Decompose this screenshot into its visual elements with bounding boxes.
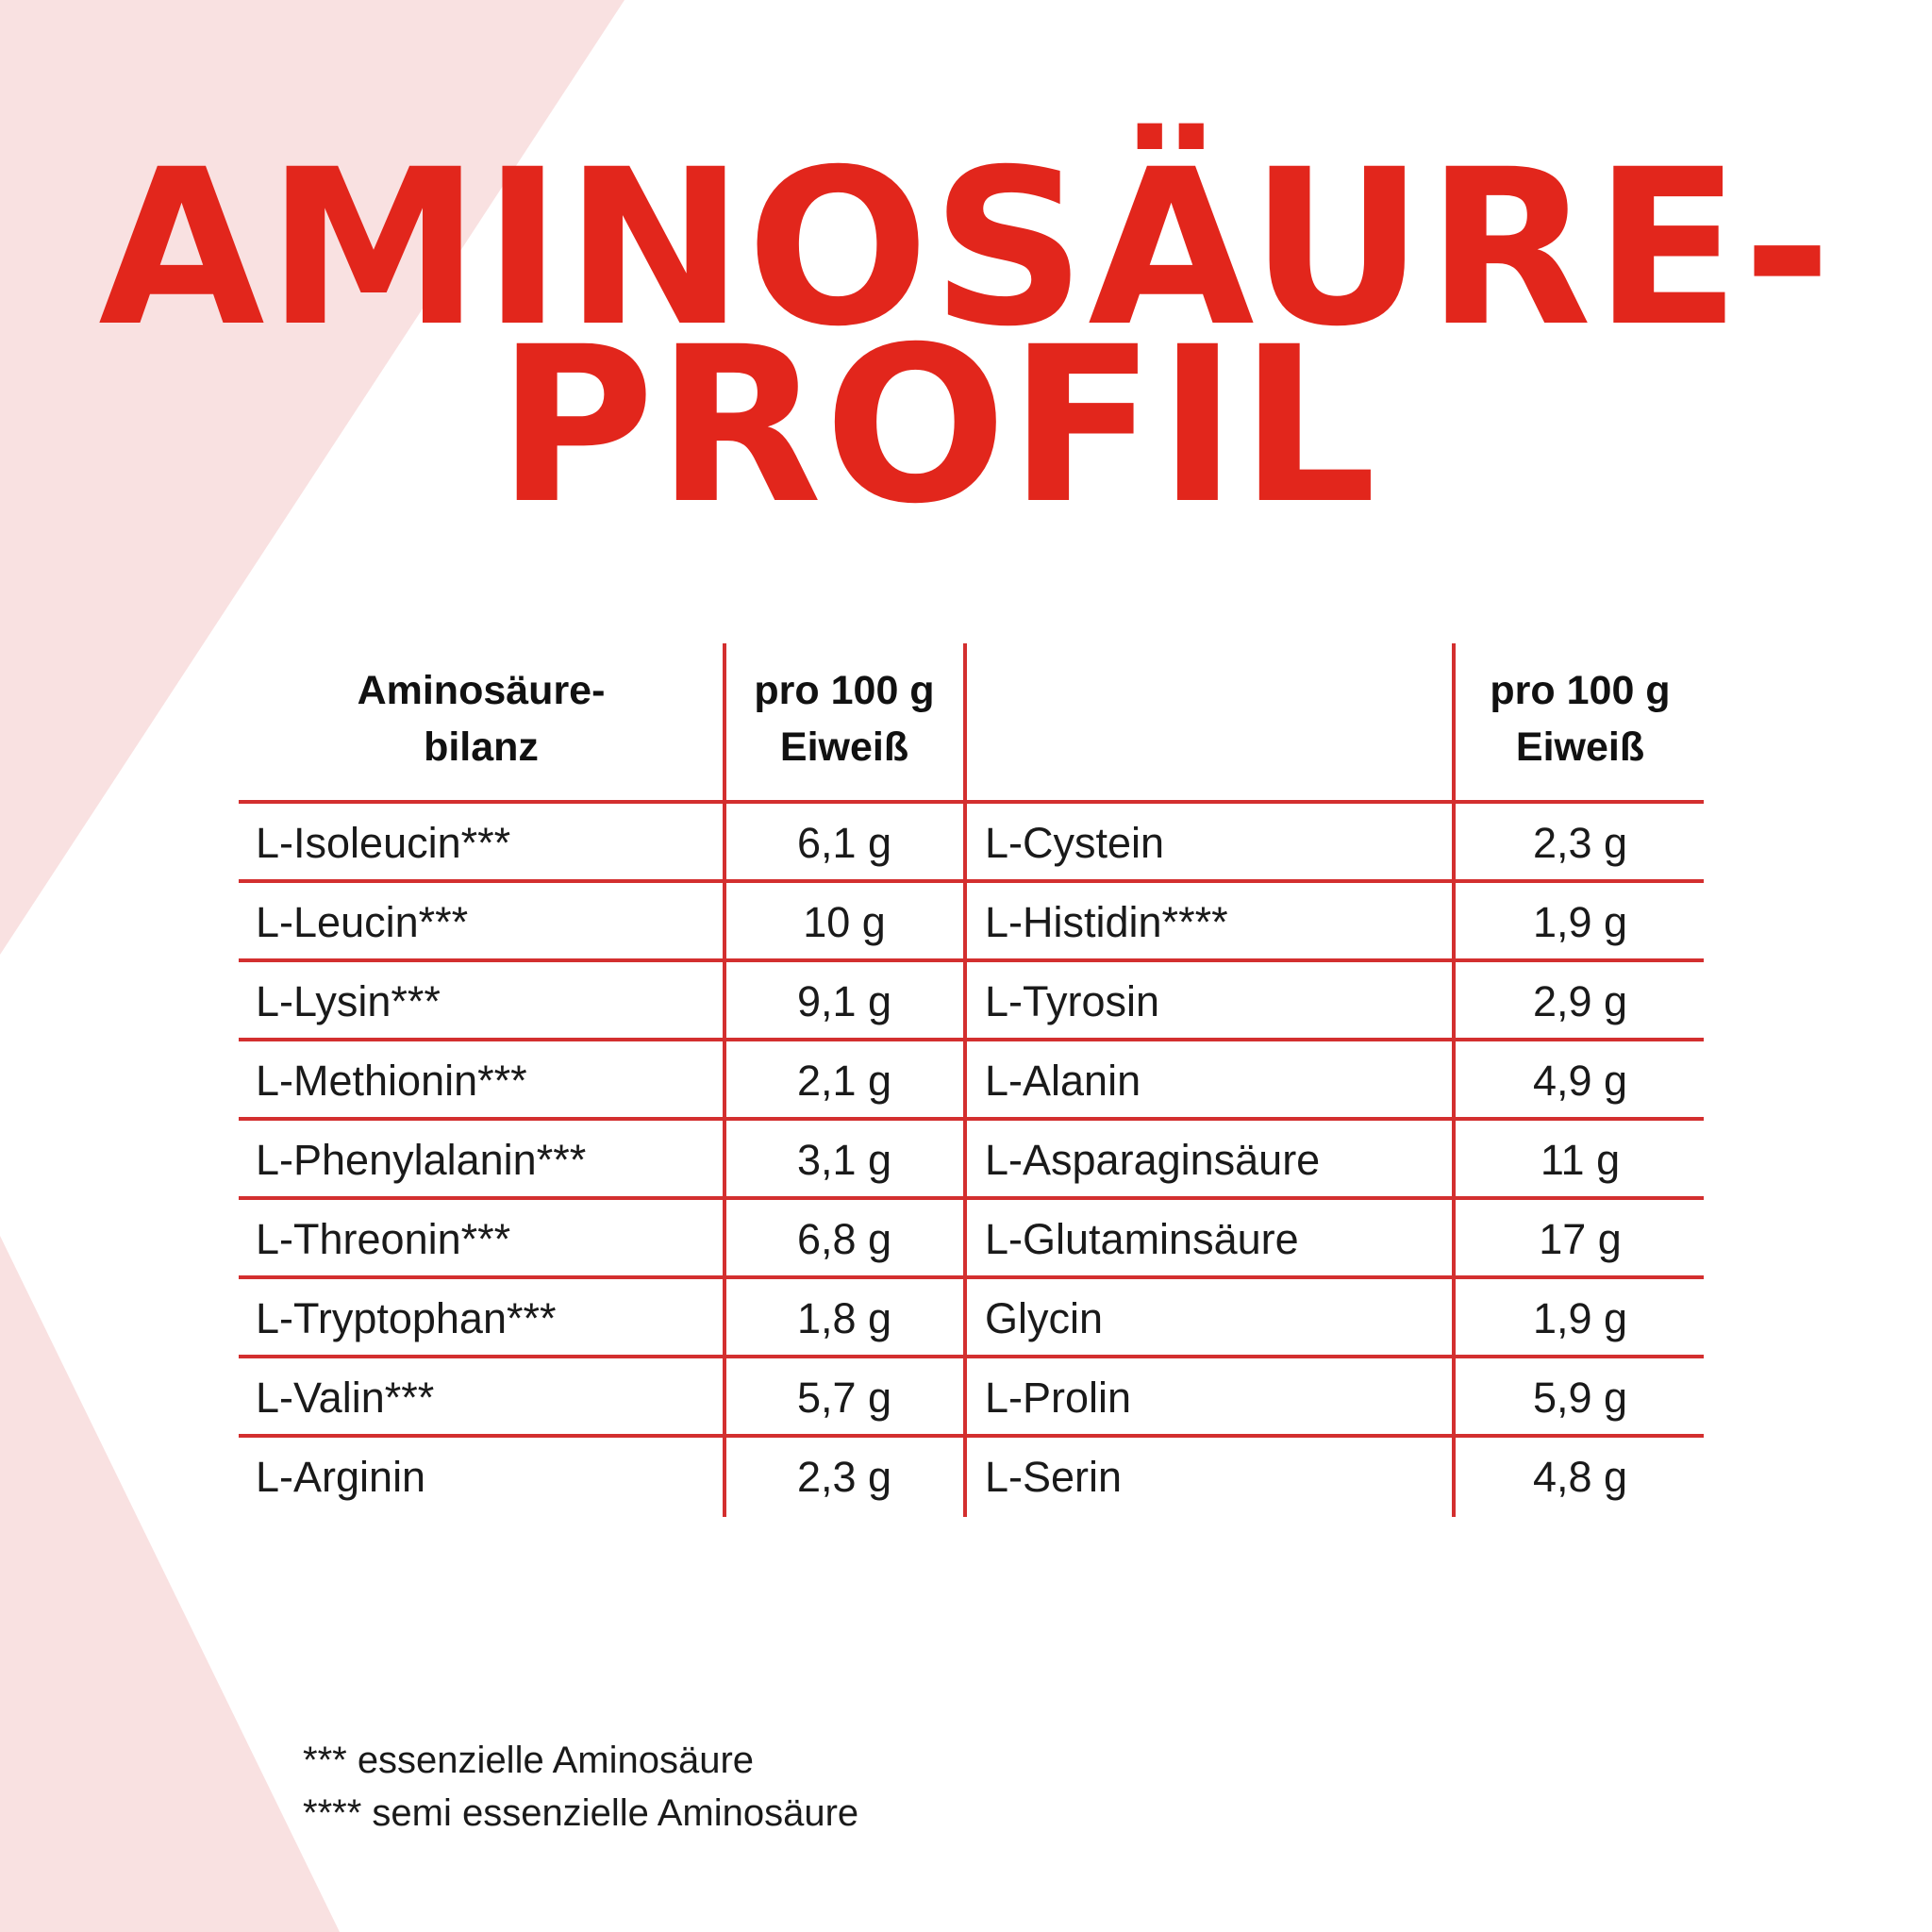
amino-acid-value: 9,1 g [796,977,892,1025]
amino-acid-value: 2,3 g [796,1453,892,1501]
amino-acid-value: 1,8 g [796,1294,892,1342]
amino-acid-value: 3,1 g [796,1136,892,1184]
amino-acid-name: L-Tyrosin [985,977,1160,1025]
amino-acid-name: L-Threonin*** [256,1215,511,1263]
header-text: Eiweiß [779,724,909,770]
page-title-line-2: PROFIL [496,300,1379,551]
header-text: bilanz [424,724,539,770]
amino-acid-name: L-Glutaminsäure [985,1215,1299,1263]
amino-acid-value: 1,9 g [1532,898,1628,946]
page-title-line-1: AMINOSÄURE- [98,123,1834,374]
header-text: pro 100 g [754,668,935,713]
amino-acid-name: L-Alanin [985,1057,1141,1105]
table-header-aminosaeurebilanz [283,662,679,775]
amino-acid-name: Glycin [985,1294,1104,1342]
amino-acid-value: 10 g [803,898,886,946]
amino-acid-name: L-Histidin**** [985,898,1228,946]
amino-acid-value: 2,1 g [796,1057,892,1105]
table-header-pro-100g-left [726,662,962,775]
amino-acid-name: L-Leucin*** [256,898,469,946]
amino-acid-value: 2,3 g [1532,819,1628,867]
amino-acid-name: L-Methionin*** [256,1057,527,1105]
footnote-essential: *** essenzielle Aminosäure [303,1740,755,1781]
amino-acid-name: L-Arginin [256,1453,426,1501]
header-text: pro 100 g [1490,668,1671,713]
table-column-divider [963,643,967,1517]
amino-acid-name: L-Cystein [985,819,1165,867]
header-text: Aminosäure- [357,668,606,713]
amino-acid-value: 6,1 g [796,819,892,867]
amino-acid-value: 5,9 g [1532,1374,1628,1422]
amino-acid-value: 5,7 g [796,1374,892,1422]
amino-acid-name: L-Tryptophan*** [256,1294,557,1342]
header-text: Eiweiß [1515,724,1645,770]
amino-acid-name: L-Valin*** [256,1374,435,1422]
table-column-divider [1452,643,1456,1517]
amino-acid-value: 4,8 g [1532,1453,1628,1501]
amino-acid-name: L-Prolin [985,1374,1132,1422]
amino-acid-name: L-Isoleucin*** [256,819,511,867]
table-header-pro-100g-right [1457,662,1703,775]
amino-acid-value: 6,8 g [796,1215,892,1263]
amino-acid-value: 2,9 g [1532,977,1628,1025]
amino-acid-name: L-Asparaginsäure [985,1136,1321,1184]
amino-acid-name: L-Phenylalanin*** [256,1136,587,1184]
amino-acid-value: 4,9 g [1532,1057,1628,1105]
footnote-semi-essential: **** semi essenzielle Aminosäure [303,1792,859,1834]
amino-acid-name: L-Lysin*** [256,977,441,1025]
amino-acid-name: L-Serin [985,1453,1123,1501]
amino-acid-value: 11 g [1540,1136,1621,1184]
amino-acid-value: 1,9 g [1532,1294,1628,1342]
amino-acid-value: 17 g [1539,1215,1622,1263]
